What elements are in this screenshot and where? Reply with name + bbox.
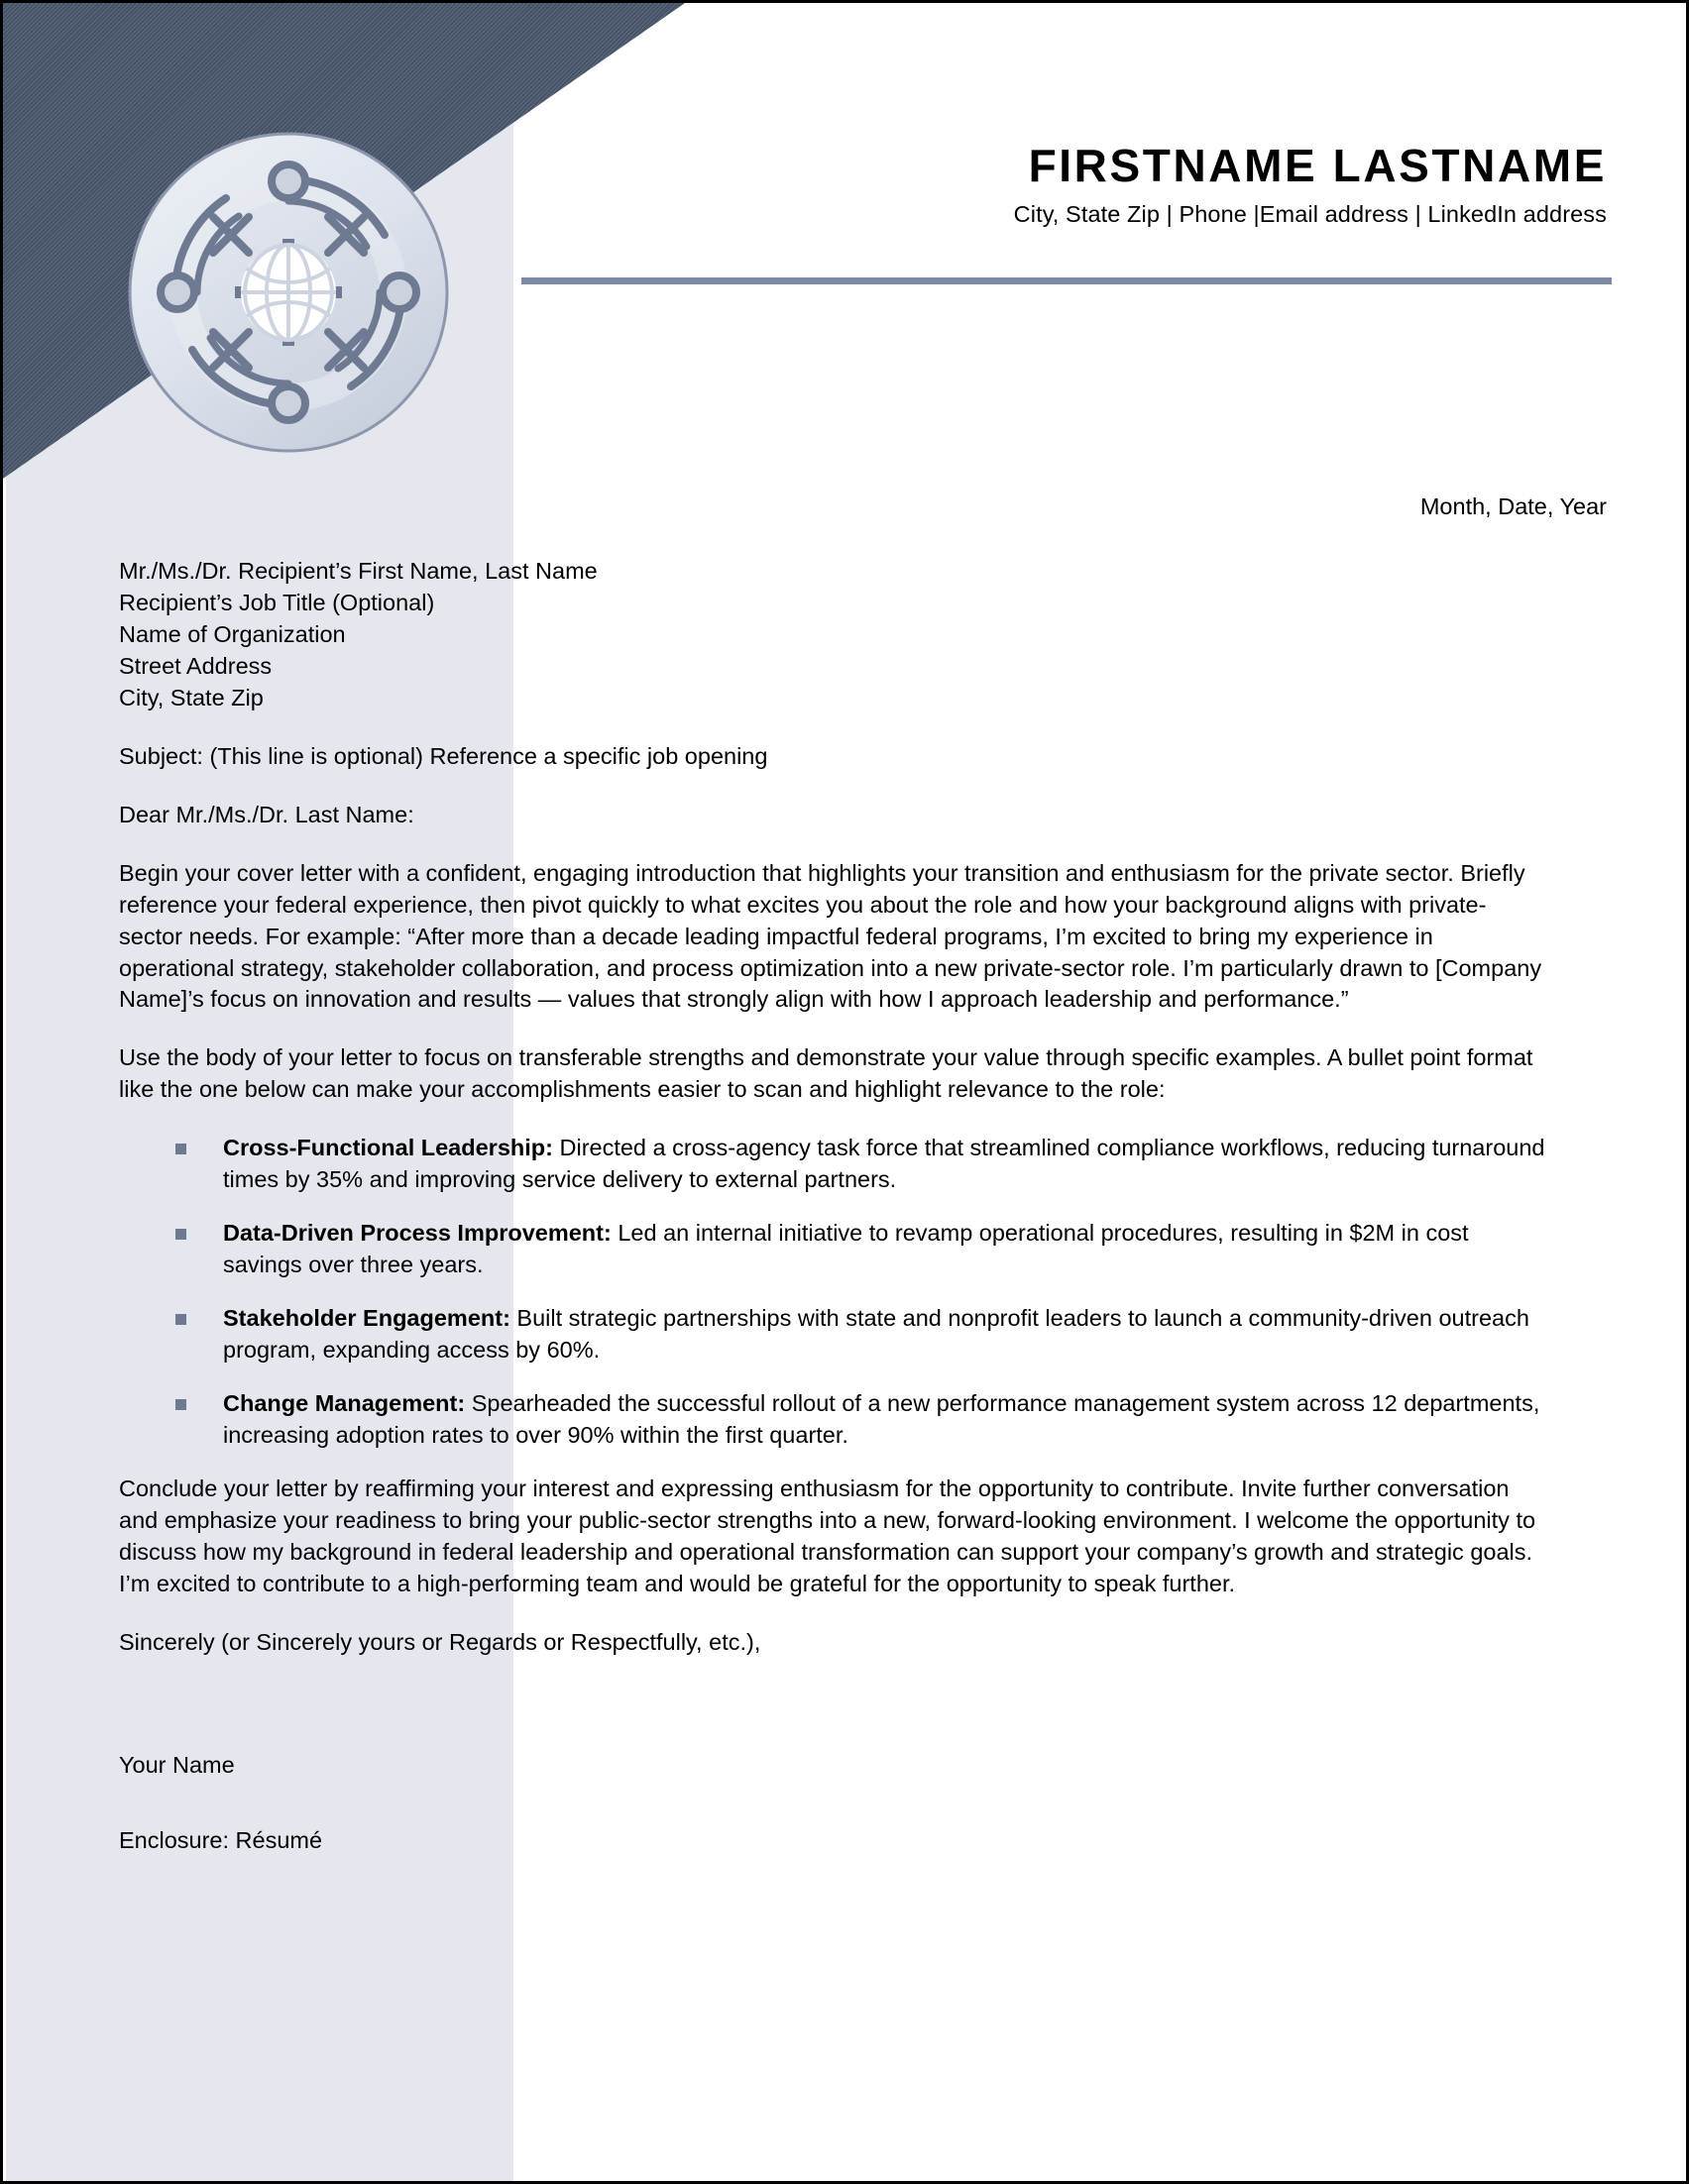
- recipient-organization: Name of Organization: [119, 620, 346, 647]
- subject-line: Subject: (This line is optional) Reference a specific job opening: [119, 742, 768, 769]
- recipient-street: Street Address: [119, 652, 273, 679]
- bullet-text: Built strategic partnerships with state and nonprofit leaders to launch a community-driven outreach program, expanding access by 60%.: [223, 1305, 1529, 1364]
- recipient-name: Mr./Ms./Dr. Recipient’s First Name, Last Name: [119, 558, 598, 584]
- recipient-city-state-zip: City, State Zip: [119, 684, 264, 710]
- bullet-title: Cross-Functional Leadership:: [223, 1135, 553, 1161]
- list-item: [119, 1218, 1546, 1281]
- signoff-line: Sincerely (or Sincerely yours or Regards or Respectfully, etc.),: [119, 1628, 761, 1655]
- contact-line: City, State Zip | Phone |Email address | LinkedIn address: [1013, 201, 1607, 228]
- bullet-square-icon: [175, 1144, 186, 1154]
- recipient-address-block: [119, 556, 1546, 714]
- letter-body: [119, 556, 1546, 1857]
- bullet-text: Spearheaded the successful rollout of a new performance management system across 12 departments, increasing adoption rates to over 90% within the first quarter.: [223, 1390, 1540, 1449]
- header-divider-rule: [521, 277, 1612, 284]
- accomplishments-list: [119, 1133, 1546, 1452]
- enclosure-line: Enclosure: Résumé: [119, 1826, 323, 1853]
- page-title: FIRSTNAME LASTNAME: [1028, 140, 1607, 191]
- bullet-title: Change Management:: [223, 1390, 466, 1417]
- letterhead-header: [1014, 142, 1607, 228]
- bullet-square-icon: [175, 1314, 186, 1325]
- bullet-text: Directed a cross-agency task force that streamlined compliance workflows, reducing turnaround times by 35% and improving service delivery to external partners.: [223, 1135, 1545, 1193]
- closing-paragraph: Conclude your letter by reaffirming your interest and expressing enthusiasm for the opportunity to contribute. Invite further conversation and emphasize your readiness to bring your public-sector strengths into a new, forward-looking environment. I welcome the opportunity to discuss how my background in federal leadership and operational transformation can support your company’s growth and strategic goals. I’m excited to contribute to a high-performing team and would be grateful for the opportunity to speak further.: [119, 1474, 1536, 1596]
- body-lead-paragraph: Use the body of your letter to focus on transferable strengths and demonstrate your value through specific examples. A bullet point format like the one below can make your accomplishments easier to scan and highlight relevance to the role:: [119, 1044, 1533, 1103]
- list-item: [119, 1303, 1546, 1366]
- globe-network-emblem: [126, 130, 451, 455]
- bullet-title: Data-Driven Process Improvement:: [223, 1220, 612, 1247]
- bullet-text: Led an internal initiative to revamp operational procedures, resulting in $2M in cost savings over three years.: [223, 1220, 1469, 1278]
- salutation-line: Dear Mr./Ms./Dr. Last Name:: [119, 801, 414, 827]
- bullet-title: Stakeholder Engagement:: [223, 1305, 510, 1332]
- list-item: [119, 1133, 1546, 1196]
- list-item: [119, 1388, 1546, 1452]
- signature-name: Your Name: [119, 1751, 235, 1778]
- recipient-title: Recipient’s Job Title (Optional): [119, 589, 435, 615]
- date-line: Month, Date, Year: [1419, 493, 1607, 519]
- bullet-square-icon: [175, 1229, 186, 1240]
- intro-paragraph: Begin your cover letter with a confident, engaging introduction that highlights your transition and enthusiasm for the private sector. Briefly reference your federal experience, then pivot quickly to what excites you about the role and how your background aligns with private-sector needs. For example: “After more than a decade leading impactful federal programs, I’m excited to bring my experience in operational strategy, stakeholder collaboration, and process optimization into a new private-sector role. I’m particularly drawn to [Company Name]’s focus on innovation and results — values that strongly align with how I approach leadership and performance.”: [119, 859, 1542, 1013]
- bullet-square-icon: [175, 1399, 186, 1410]
